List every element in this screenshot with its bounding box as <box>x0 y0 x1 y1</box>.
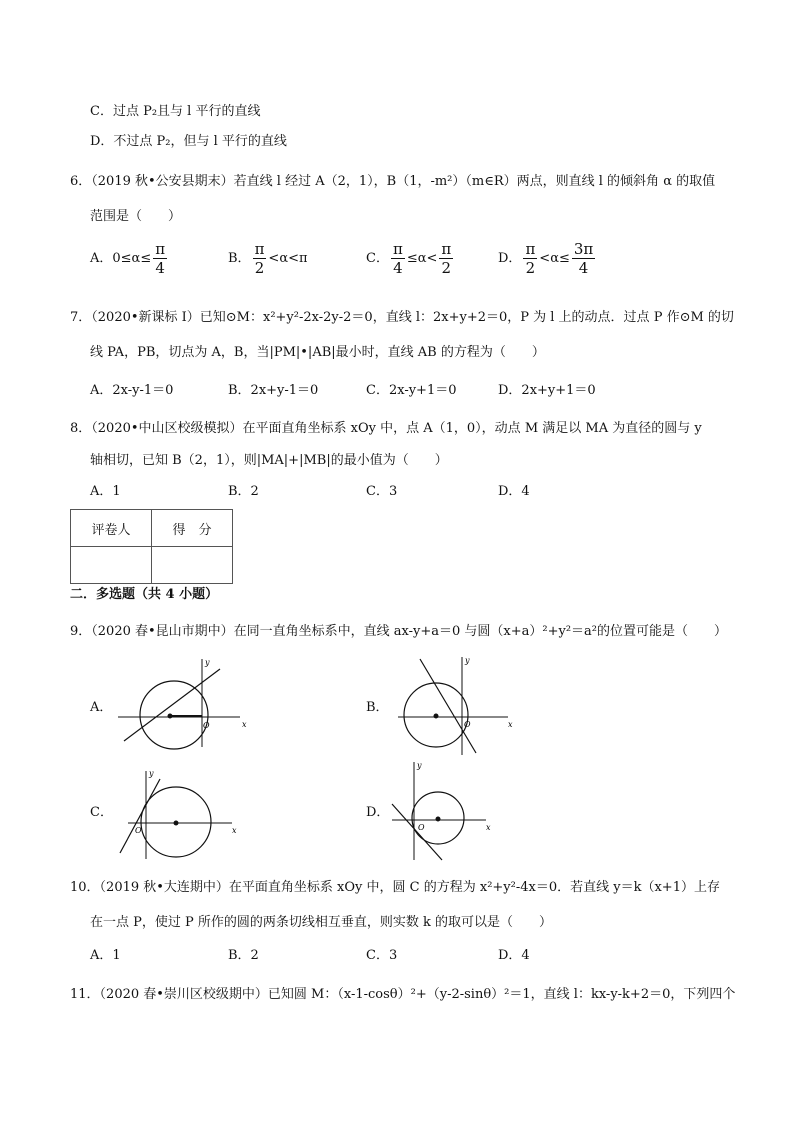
score-table <box>70 509 233 584</box>
q6-c-label: C． <box>366 251 389 266</box>
line <box>120 779 160 853</box>
origin-label: O <box>203 721 210 730</box>
y-label: y <box>149 769 154 778</box>
fraction-pi-over-4 <box>391 240 405 277</box>
fraction-pi-over-2 <box>253 240 267 277</box>
denominator: 4 <box>393 259 403 277</box>
question-7-line2: 线 PA，PB，切点为 A，B，当|PM|•|AB|最小时，直线 AB 的方程为（ ） <box>90 345 545 360</box>
figure-c <box>108 767 238 862</box>
numerator: π <box>441 240 452 258</box>
y-label: y <box>417 761 422 770</box>
origin-label: O <box>464 720 471 729</box>
denominator: 2 <box>525 259 536 277</box>
origin-label: O <box>418 823 425 832</box>
q8-option-b: B．2 <box>228 484 259 499</box>
numerator: π <box>392 240 403 258</box>
section-2-title: 二．多选题（共 4 小题） <box>70 587 219 602</box>
line <box>392 804 442 860</box>
q6-option-d <box>498 240 597 277</box>
figure-a <box>118 655 248 750</box>
numerator: π <box>155 240 166 258</box>
denominator: 4 <box>155 259 165 277</box>
score-header: 得 分 <box>152 510 233 547</box>
fraction-pi-over-2 <box>439 240 453 277</box>
q7-option-d: D．2x+y+1＝0 <box>498 383 596 398</box>
q10-option-c: C．3 <box>366 948 398 963</box>
question-6-line2: 范围是（ ） <box>90 209 182 224</box>
score-cell[interactable] <box>152 547 233 584</box>
fraction-pi-over-4 <box>153 240 167 277</box>
x-label: x <box>242 720 247 729</box>
q7-option-a: A．2x-y-1＝0 <box>90 383 174 398</box>
q10-option-d: D．4 <box>498 948 530 963</box>
q6-option-a <box>90 240 169 277</box>
q6-d-mid: <α≤ <box>539 251 570 266</box>
q8-option-d: D．4 <box>498 484 530 499</box>
line <box>124 669 220 741</box>
q7-option-c: C．2x-y+1＝0 <box>366 383 457 398</box>
q6-b-label: B． <box>228 251 251 266</box>
denominator: 2 <box>254 259 265 277</box>
center-dot <box>436 817 441 822</box>
q9-option-c-label: C． <box>90 805 113 820</box>
y-label: y <box>205 658 210 667</box>
q6-a-label: A．0≤α≤ <box>90 251 152 266</box>
x-label: x <box>232 826 237 835</box>
numerator: 3π <box>573 240 594 258</box>
numerator: π <box>254 240 265 258</box>
question-11-line1: 11．（2020 春•崇川区校级期中）已知圆 M：（x-1-cosθ）²+（y-2-sinθ）²＝1，直线 l：kx-y-k+2＝0，下列四个 <box>70 987 736 1002</box>
y-label: y <box>465 656 470 665</box>
q7-option-b: B．2x+y-1＝0 <box>228 383 319 398</box>
reviewer-cell[interactable] <box>71 547 152 584</box>
reviewer-header: 评卷人 <box>71 510 152 547</box>
q6-b-tail: <α<π <box>268 251 308 266</box>
center-dot <box>168 714 173 719</box>
fraction-pi-over-2 <box>523 240 537 277</box>
question-7-line1: 7．（2020•新课标 I）已知⊙M：x²+y²-2x-2y-2＝0，直线 l：2x+y+2＝0，P 为 l 上的动点．过点 P 作⊙M 的切 <box>70 310 734 325</box>
option-c-prev: C．过点 P₂且与 l 平行的直线 <box>90 104 261 119</box>
fraction-3pi-over-4 <box>572 240 595 277</box>
q8-option-a: A．1 <box>90 484 121 499</box>
q8-option-c: C．3 <box>366 484 398 499</box>
q9-option-a-label: A． <box>90 700 113 715</box>
figure-d <box>386 760 496 865</box>
figure-b <box>398 655 518 760</box>
center-dot <box>174 821 179 826</box>
question-8-line2: 轴相切，已知 B（2，1），则|MA|+|MB|的最小值为（ ） <box>90 453 448 468</box>
denominator: 4 <box>578 259 589 277</box>
denominator: 2 <box>441 259 452 277</box>
question-10-line1: 10．（2019 秋•大连期中）在平面直角坐标系 xOy 中，圆 C 的方程为 x²+y²-4x＝0．若直线 y＝k（x+1）上存 <box>70 880 720 895</box>
q9-option-b-label: B． <box>366 700 389 715</box>
question-10-line2: 在一点 P，使过 P 所作的圆的两条切线相互垂直，则实数 k 的取可以是（ ） <box>90 915 553 930</box>
option-d-prev: D．不过点 P₂，但与 l 平行的直线 <box>90 134 287 149</box>
q9-option-d-label: D． <box>366 805 390 820</box>
question-8-line1: 8．（2020•中山区校级模拟）在平面直角坐标系 xOy 中，点 A（1，0），动点 M 满足以 MA 为直径的圆与 y <box>70 421 702 436</box>
x-label: x <box>508 720 513 729</box>
q6-c-mid: ≤α< <box>406 251 438 266</box>
center-dot <box>434 714 439 719</box>
numerator: π <box>525 240 536 258</box>
q6-option-b <box>228 240 308 277</box>
q10-option-b: B．2 <box>228 948 259 963</box>
x-label: x <box>486 823 491 832</box>
line <box>420 659 476 753</box>
q10-option-a: A．1 <box>90 948 121 963</box>
q6-d-label: D． <box>498 251 522 266</box>
q6-option-c <box>366 240 455 277</box>
origin-label: O <box>135 826 142 835</box>
question-6-line1: 6．（2019 秋•公安县期末）若直线 l 经过 A（2，1），B（1，-m²）（m∈R）两点，则直线 l 的倾斜角 α 的取值 <box>70 174 716 189</box>
question-9-line1: 9．（2020 春•昆山市期中）在同一直角坐标系中，直线 ax-y+a＝0 与圆（x+a）²+y²＝a²的位置可能是（ ） <box>70 624 728 639</box>
